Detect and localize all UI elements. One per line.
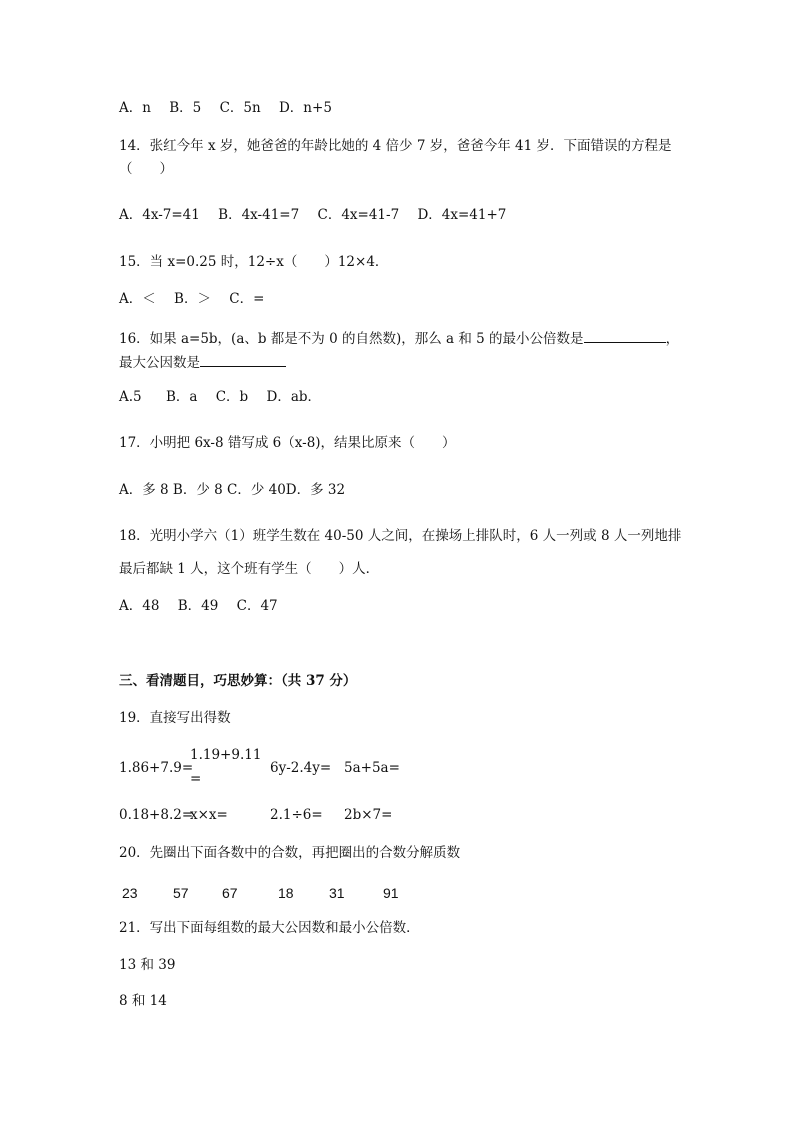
q21-pair: 13 和 39 [119,957,176,973]
q19-r2-c3: 2.1÷6= [270,807,323,823]
q19-stem: 19．直接写出得数 [119,710,231,726]
q20-number[interactable]: 18 [278,885,294,901]
q19-r2-c4: 2b×7= [344,807,393,823]
q19-r1-c2-bottom: = [190,771,202,787]
q16-option-d: D．ab． [266,389,322,405]
q15-option-c: C．= [229,291,265,307]
q14-option-c: C．4x=41-7 [317,207,400,223]
q16-stem-line2 [119,352,286,372]
q14-paren: （ ） [119,161,173,177]
q20-stem: 20．先圈出下面各数中的合数，再把圈出的合数分解质数 [119,845,461,861]
q21-stem: 21．写出下面每组数的最大公因数和最小公倍数． [119,920,420,936]
q19-r2-c1: 0.18+8.2= [119,807,194,823]
q14-option-b: B．4x-41=7 [218,207,300,223]
q18-stem-line2: 最后都缺 1 人，这个班有学生（ ）人． [119,561,380,577]
q18-option-c: C．47 [236,598,278,614]
q14-option-a: A．4x-7=41 [119,207,200,223]
q13-option-d: D．n+5 [278,100,332,116]
q18-option-a: A．48 [119,598,160,614]
q13-option-a: A．n [119,100,151,116]
q16-stem-a-end: ， [665,331,680,347]
q19-r1-c3: 6y-2.4y= [270,760,332,776]
q15-stem: 15．当 x=0.25 时，12÷x（ ）12×4． [119,254,389,270]
q15-options [119,290,278,308]
q16-gcd-blank[interactable] [200,352,286,367]
q17-options: A．多 8 B．少 8 C．少 40D．多 32 [119,482,346,498]
section3-title: 三、看清题目，巧思妙算：（共 37 分） [119,673,357,689]
q20-number[interactable]: 91 [383,885,399,901]
q17-stem: 17．小明把 6x-8 错写成 6（x-8)，结果比原来（ ） [119,435,456,451]
q14-stem: 14．张红今年 x 岁，她爸爸的年龄比她的 4 倍少 7 岁，爸爸今年 41 岁．下面错误的方程是 [119,138,672,154]
q13-options [119,99,346,117]
q16-option-b: B．a [165,389,198,405]
q14-option-d: D．4x=41+7 [417,207,507,223]
q16-stem-line1 [119,328,679,348]
q19-r1-c1: 1.86+7.9= [119,760,194,776]
q18-options [119,597,292,615]
q19-r1-c4: 5a+5a= [344,760,400,776]
q13-option-b: B．5 [169,100,202,116]
q19-r2-c2: x×x= [190,807,228,823]
q15-option-a: A．＜ [119,291,156,307]
q18-option-b: B．49 [177,598,219,614]
q16-stem-b: 最大公因数是 [119,355,200,371]
q20-number[interactable]: 23 [122,885,138,901]
q13-option-c: C．5n [219,100,261,116]
q20-number[interactable]: 67 [222,885,238,901]
q14-options [119,206,520,224]
q16-stem-a: 16．如果 a=5b，(a、b 都是不为 0 的自然数)，那么 a 和 5 的最小公倍数是 [119,331,584,347]
q21-pair: 8 和 14 [119,993,167,1009]
q19-r1-c2-top: 1.19+9.11 [190,747,262,763]
q16-options [119,388,335,406]
q18-stem-line1: 18．光明小学六（1）班学生数在 40-50 人之间，在操场上排队时，6 人一列或 8 人一列地排 [119,528,682,544]
q16-option-a: A.5 [119,389,142,405]
q20-number[interactable]: 57 [173,885,189,901]
q15-option-b: B．＞ [174,291,211,307]
q16-option-c: C．b [215,389,249,405]
q20-number[interactable]: 31 [329,885,345,901]
q16-lcm-blank[interactable] [584,328,666,343]
